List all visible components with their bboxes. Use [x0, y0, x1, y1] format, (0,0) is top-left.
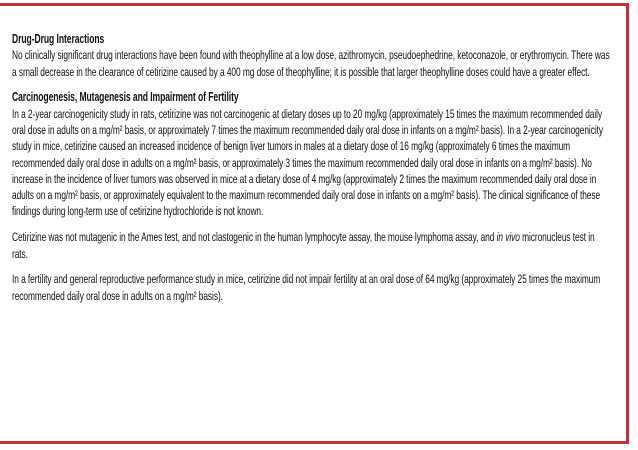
mutagenicity-text-after: micronucleus test in rats. — [12, 230, 595, 261]
mutagenicity-italic-in-vivo: in vivo — [496, 230, 520, 245]
paragraph-fertility-study: In a fertility and general reproductive performance study in mice, cetirizine did not impair fertility at an oral dose of 64 mg/kg (approximately 25 times the maximum recommended daily oral dose in adults on a mg/m² basis). — [12, 272, 601, 303]
paragraph-drug-interactions: No clinically significant drug interactions have been found with theophylline at a low dose, azithromycin, pseudoephedrine, ketoconazole, or erythromycin. There was a small decrease in the clearance of cetirizine caused by a 400 mg dose of theophylline; it is possible that larger theophylline doses could have a greater effect. — [12, 48, 610, 79]
section-heading-drug-drug-interactions: Drug-Drug Interactions — [12, 32, 105, 46]
label-text-content — [12, 31, 610, 304]
paragraph-carcinogenicity-studies: In a 2-year carcinogenicity study in rats, cetirizine was not carcinogenic at dietary doses up to 20 mg/kg (approximately 15 times the maximum recommended daily oral dose in adults on a mg/m² basis, or approximately 7 times the maximum recommended daily oral dose in infants on a mg/m² basis). In a 2-year carcinogenicity study in mice, cetirizine caused an increased incidence of benign liver tumors in males at a dietary dose of 16 mg/kg (approximately 6 times the maximum recommended daily oral dose in adults on a mg/m² basis, or approximately 3 times the maximum recommended daily oral dose in infants on a mg/m² basis). No increase in the incidence of liver tumors was observed in mice at a dietary dose of 4 mg/kg (approximately 2 times the maximum recommended daily oral dose in adults on a mg/m² basis, or approximately equivalent to the maximum recommended daily oral dose in infants on a mg/m² basis). The clinical significance of these findings during long-term use of cetirizine hydrochloride is not known. — [12, 106, 603, 219]
mutagenicity-text-before: Cetirizine was not mutagenic in the Ames test, and not clastogenic in the human lymphocyte assay, the mouse lymphoma assay, and — [12, 230, 497, 245]
paragraph-mutagenicity — [12, 229, 610, 262]
section-heading-carcinogenesis-mutagenesis-fertility: Carcinogenesis, Mutagenesis and Impairment of Fertility — [12, 90, 239, 105]
